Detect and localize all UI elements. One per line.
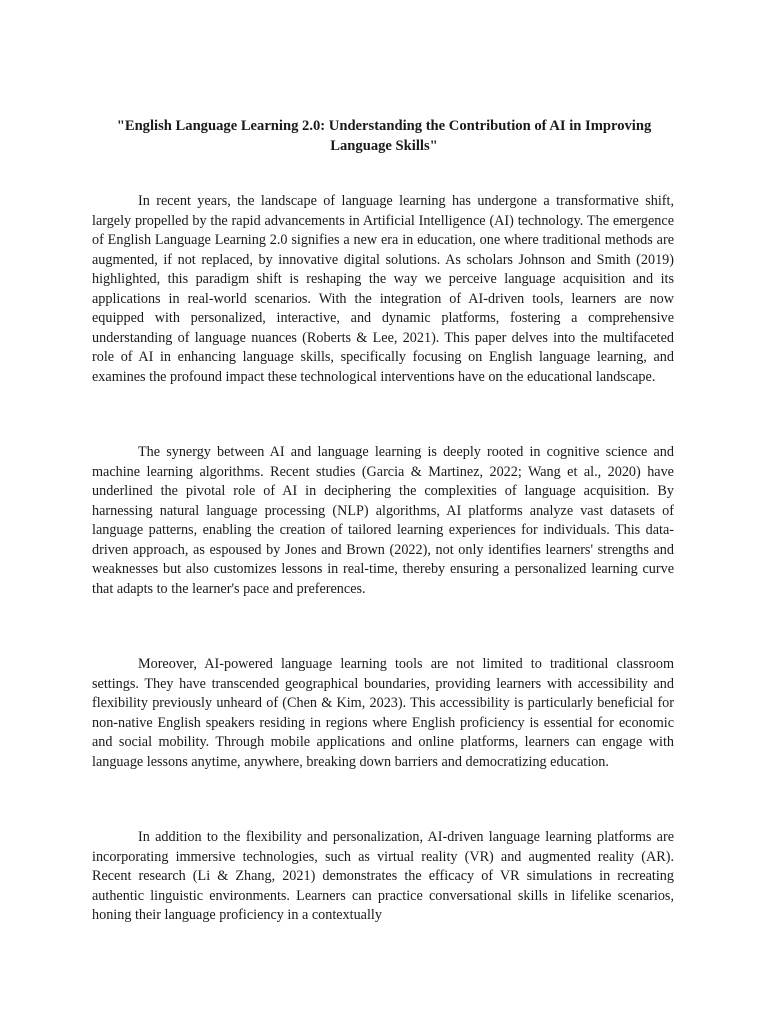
paragraph-1: In recent years, the landscape of language learning has undergone a transformative shift, largely propelled by the rapid advancements in Artificial Intelligence (AI) technology. The emergence of English Language Learning 2.0 signifies a new era in education, one where traditional methods are augmented, if not replaced, by innovative digital solutions. As scholars Johnson and Smith (2019) highlighted, this paradigm shift is reshaping the way we perceive language acquisition and its applications in real-world scenarios. With the integration of AI-driven tools, learners are now equipped with personalized, interactive, and dynamic platforms, fostering a comprehensive understanding of language nuances (Roberts & Lee, 2021). This paper delves into the multifaceted role of AI in enhancing language skills, specifically focusing on English language learning, and examines the profound impact these technological interventions have on the educational landscape. [92, 193, 674, 385]
paragraph-3: Moreover, AI-powered language learning tools are not limited to traditional classroom settings. They have transcended geographical boundaries, providing learners with accessibility and flexibility previously unheard of (Chen & Kim, 2023). This accessibility is particularly beneficial for non-native English speakers residing in regions where English proficiency is essential for economic and social mobility. Through mobile applications and online platforms, learners can engage with language lessons anytime, anywhere, breaking down barriers and democratizing education. [92, 656, 674, 770]
paragraph-2: The synergy between AI and language learning is deeply rooted in cognitive science and machine learning algorithms. Recent studies (Garcia & Martinez, 2022; Wang et al., 2020) have underlined the pivotal role of AI in deciphering the complexities of language acquisition. By harnessing natural language processing (NLP) algorithms, AI platforms analyze vast datasets of language patterns, enabling the creation of tailored learning experiences for individuals. This data-driven approach, as espoused by Jones and Brown (2022), not only identifies learners' strengths and weaknesses but also customizes lessons in real-time, thereby ensuring a personalized learning curve that adapts to the learner's pace and preferences. [92, 444, 674, 597]
paragraph-4: In addition to the flexibility and personalization, AI-driven language learning platforms are incorporating immersive technologies, such as virtual reality (VR) and augmented reality (AR). Recent research (Li & Zhang, 2021) demonstrates the efficacy of VR simulations in recreating authentic linguistic environments. Learners can practice conversational skills in lifelike scenarios, honing their language proficiency in a contextually [92, 829, 674, 923]
document-title: "English Language Learning 2.0: Understanding the Contribution of AI in Improving Language Skills" [116, 118, 652, 154]
